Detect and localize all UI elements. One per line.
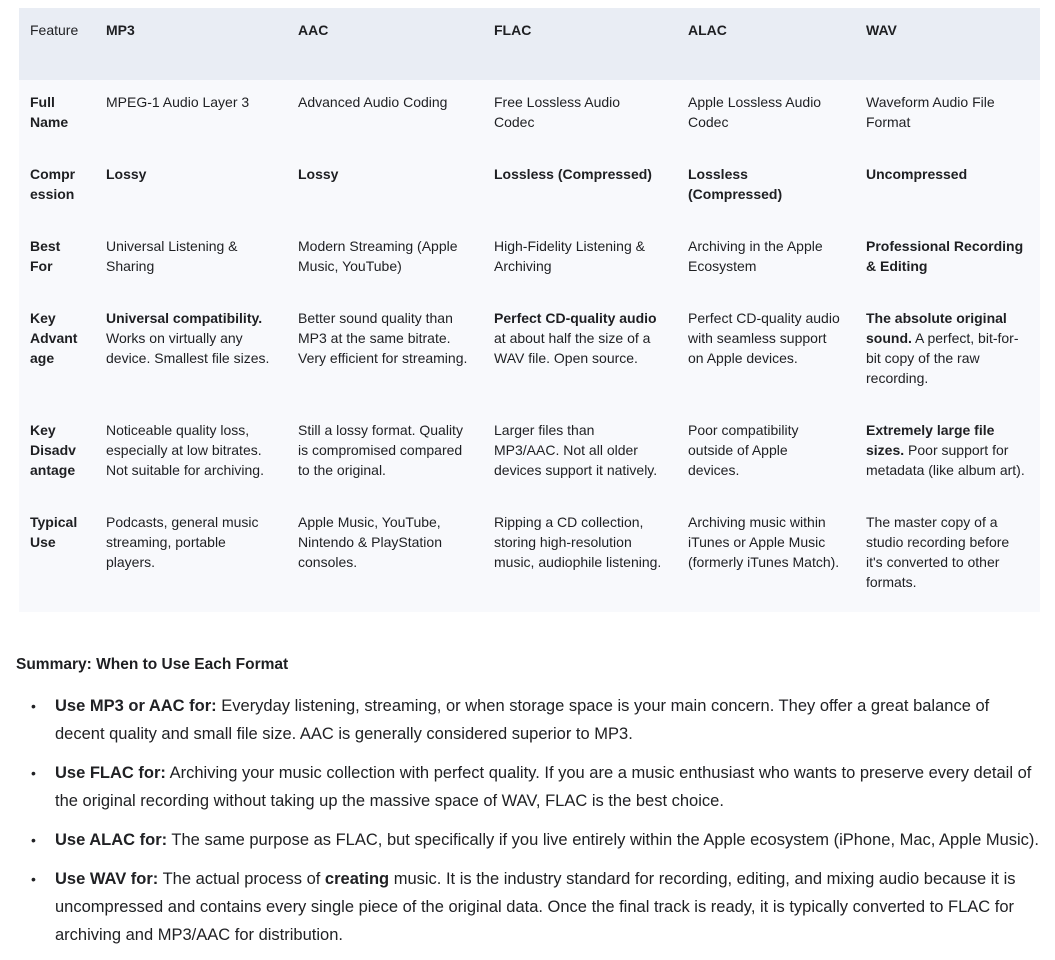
summary-bullet-text: Use MP3 or AAC for: Everyday listening, streaming, or when storage space is your main concern. They offer a great balance of decent quality and small file size. AAC is generally considered superior to MP3. [55, 697, 990, 743]
value-cell: Waveform Audio File Format [866, 94, 995, 130]
summary-bullet [16, 692, 1040, 748]
table-row [19, 500, 1040, 612]
summary-bullet-text: Use ALAC for: The same purpose as FLAC, but specifically if you live entirely within the Apple ecosystem (iPhone, Mac, Apple Music). [55, 831, 1039, 849]
value-cell: Archiving in the Apple Ecosystem [688, 238, 823, 274]
summary-section [16, 654, 1040, 960]
value-cell: Universal Listening & Sharing [106, 238, 238, 274]
audio-format-comparison-table [19, 8, 1040, 612]
header-cell-wav: WAV [866, 22, 897, 38]
summary-bullet [16, 759, 1040, 815]
header-cell-alac: ALAC [688, 22, 727, 38]
table-row [19, 296, 1040, 408]
feature-cell: Best For [30, 238, 61, 274]
summary-bullet-text: Use FLAC for: Archiving your music collection with perfect quality. If you are a music enthusiast who wants to preserve every detail of the original recording without taking up the massive space of WAV, FLAC is the best choice. [55, 764, 1032, 810]
table-header-row [19, 8, 1040, 80]
value-cell: Lossy [106, 166, 147, 182]
value-cell: Uncompressed [866, 166, 968, 182]
summary-bullet-text: Use WAV for: The actual process of creating music. It is the industry standard for recording, editing, and mixing audio because it is uncompressed and contains every single piece of the original data. Once the final track is ready, it is typically converted to FLAC for archiving and MP3/AAC for distribution. [55, 870, 1016, 944]
value-cell: High-Fidelity Listening & Archiving [494, 238, 645, 274]
value-cell: Larger files than MP3/AAC. Not all older devices support it natively. [494, 422, 658, 478]
value-cell: Perfect CD-quality audio with seamless support on Apple devices. [688, 310, 840, 366]
feature-cell: Full Name [30, 94, 69, 130]
feature-cell: Key Disadvantage [30, 422, 76, 478]
value-cell: Extremely large file sizes. Poor support for metadata (like album art). [866, 422, 1025, 478]
bullet-icon: • [31, 832, 36, 848]
table-row [19, 80, 1040, 152]
feature-cell: Compression [30, 166, 76, 202]
value-cell: Podcasts, general music streaming, portable players. [106, 514, 259, 570]
summary-heading: Summary: When to Use Each Format [16, 656, 289, 673]
value-cell: Modern Streaming (Apple Music, YouTube) [298, 238, 458, 274]
value-cell: Better sound quality than MP3 at the same bitrate. Very efficient for streaming. [298, 310, 468, 366]
value-cell: Lossless (Compressed) [494, 166, 652, 182]
value-cell: Apple Music, YouTube, Nintendo & PlayStation consoles. [298, 514, 442, 570]
bullet-icon: • [31, 871, 36, 887]
value-cell: Advanced Audio Coding [298, 94, 448, 110]
value-cell: The master copy of a studio recording before it's converted to other formats. [866, 514, 1010, 590]
value-cell: Universal compatibility. Works on virtually any device. Smallest file sizes. [106, 310, 270, 366]
header-cell-feature: Feature [30, 22, 79, 38]
value-cell: Archiving music within iTunes or Apple Music (formerly iTunes Match). [688, 514, 840, 570]
header-cell-flac: FLAC [494, 22, 532, 38]
value-cell: Noticeable quality loss, especially at low bitrates. Not suitable for archiving. [106, 422, 264, 478]
feature-cell: Typical Use [30, 514, 78, 550]
table-row [19, 224, 1040, 296]
summary-bullet [16, 826, 1040, 854]
header-cell-aac: AAC [298, 22, 329, 38]
table-row [19, 152, 1040, 224]
value-cell: Lossless (Compressed) [688, 166, 783, 202]
value-cell: Ripping a CD collection, storing high-resolution music, audiophile listening. [494, 514, 662, 570]
table-row [19, 408, 1040, 500]
value-cell: MPEG-1 Audio Layer 3 [106, 94, 250, 110]
value-cell: Professional Recording & Editing [866, 238, 1024, 274]
value-cell: The absolute original sound. A perfect, bit-for-bit copy of the raw recording. [866, 310, 1019, 386]
summary-bullet [16, 865, 1040, 949]
value-cell: Still a lossy format. Quality is compromised compared to the original. [298, 422, 463, 478]
header-cell-mp3: MP3 [106, 22, 135, 38]
value-cell: Apple Lossless Audio Codec [688, 94, 822, 130]
value-cell: Lossy [298, 166, 339, 182]
bullet-icon: • [31, 765, 36, 781]
value-cell: Poor compatibility outside of Apple devices. [688, 422, 799, 478]
bullet-icon: • [31, 698, 36, 714]
value-cell: Perfect CD-quality audio at about half the size of a WAV file. Open source. [494, 310, 657, 366]
value-cell: Free Lossless Audio Codec [494, 94, 621, 130]
feature-cell: Key Advantage [30, 310, 78, 366]
table-body [19, 80, 1040, 612]
summary-list [16, 692, 1040, 949]
